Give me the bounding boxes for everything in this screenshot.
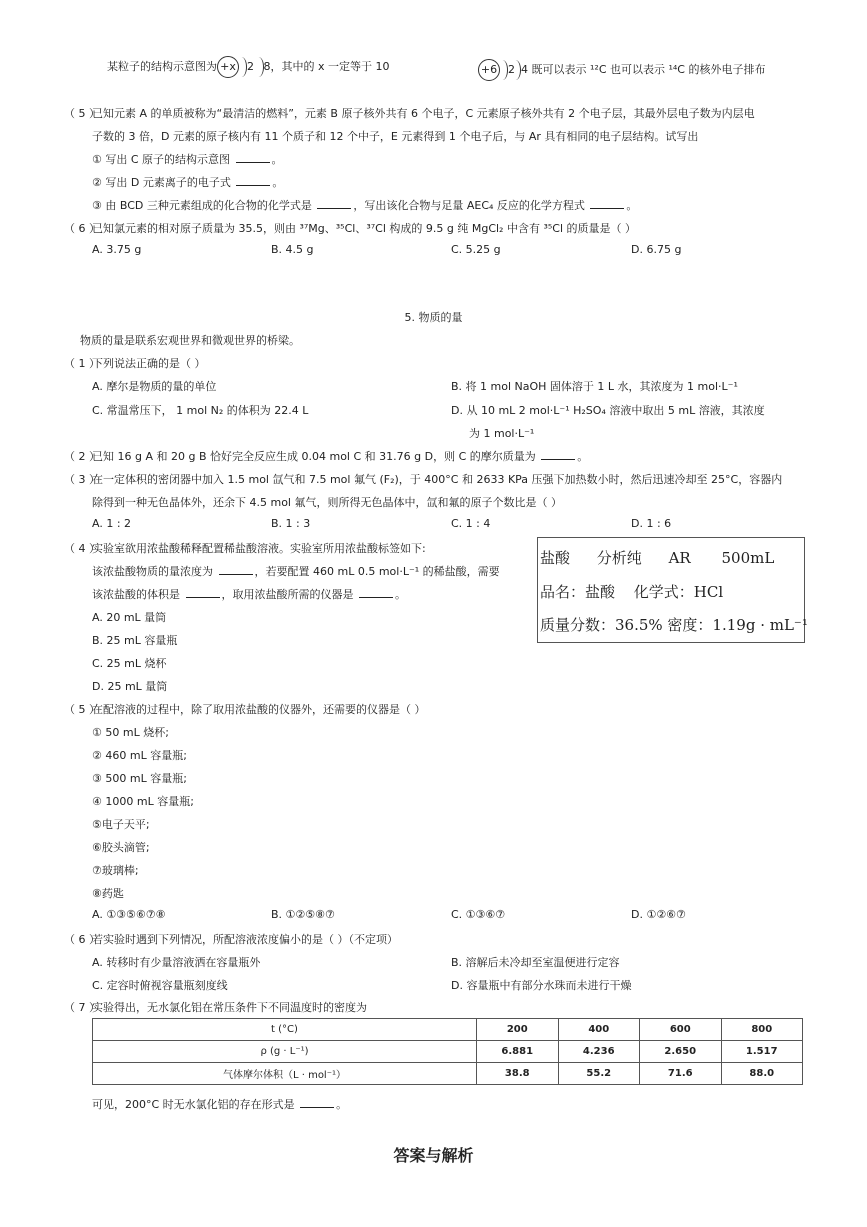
table-cell: 600 xyxy=(640,1019,722,1041)
s4-option-c[interactable]: C. 25 mL 烧杯 xyxy=(92,657,167,670)
shell-arc-icon xyxy=(497,60,508,80)
label-row3: 质量分数：36.5% 密度：1.19g · mL⁻¹ xyxy=(540,616,808,634)
s4-line1: 实验室欲用浓盐酸稀释配置稀盐酸溶液。实验室所用浓盐酸标签如下: xyxy=(92,542,426,555)
s4-line2-b: ，若要配置 460 mL 0.5 mol·L⁻¹ 的稀盐酸，需要 xyxy=(254,565,500,578)
s5-item-8: ⑧药匙 xyxy=(92,887,124,900)
s4-line2 xyxy=(92,563,500,579)
s5-item-4: ④ 1000 mL 容量瓶; xyxy=(92,795,194,808)
statement-suffix: ，其中的 x 一定等于 10 xyxy=(270,60,390,73)
period: 。 xyxy=(272,176,284,189)
period: 。 xyxy=(626,199,638,212)
q6-text: 已知氯元素的相对原子质量为 35.5，则由 ³⁷Mg、³⁵Cl、³⁷Cl 构成的 9.5 g 纯 MgCl₂ 中含有 ³⁵Cl 的质量是（ ） xyxy=(92,222,637,235)
answer-blank[interactable] xyxy=(300,1098,334,1108)
s6-number: （ 6 ） xyxy=(64,933,100,946)
table-cell: 71.6 xyxy=(640,1063,722,1085)
q5-number: （ 5 ） xyxy=(64,107,100,120)
table-row xyxy=(93,1019,803,1041)
s3-option-b[interactable]: B. 1 : 3 xyxy=(271,517,311,530)
q6-option-a[interactable]: A. 3.75 g xyxy=(92,243,142,256)
s4-line3 xyxy=(92,586,406,602)
s5-number: （ 5 ） xyxy=(64,703,100,716)
q5-sub2-text: ② 写出 D 元素离子的电子式 xyxy=(92,176,231,189)
s2-line xyxy=(92,448,588,464)
row-label: ρ (g · L⁻¹) xyxy=(93,1041,477,1063)
section-intro: 物质的量是联系宏观世界和微观世界的桥梁。 xyxy=(80,334,300,347)
s4-number: （ 4 ） xyxy=(64,542,100,555)
s5-option-c[interactable]: C. ①③⑥⑦ xyxy=(451,908,506,921)
table-cell: 4.236 xyxy=(558,1041,640,1063)
s5-option-b[interactable]: B. ①②⑤⑧⑦ xyxy=(271,908,335,921)
q5-line2: 子数的 3 倍，D 元素的原子核内有 11 个质子和 12 个中子，E 元素得到 1 个电子后，与 Ar 具有相同的电子层结构。试写出 xyxy=(92,130,699,143)
row-label: t (°C) xyxy=(93,1019,477,1041)
s1-option-b[interactable]: B. 将 1 mol NaOH 固体溶于 1 L 水，其浓度为 1 mol·L⁻¹ xyxy=(451,380,738,393)
table-cell: 2.650 xyxy=(640,1041,722,1063)
shell-2: 8 xyxy=(263,60,271,73)
period: 。 xyxy=(336,1098,348,1111)
label-name: 盐酸 xyxy=(540,549,571,567)
shell-arc-icon xyxy=(253,57,264,77)
s7-conclusion xyxy=(92,1096,347,1112)
q5-sub3-text-b: ，写出该化合物与足量 AEC₄ 反应的化学方程式 xyxy=(353,199,585,212)
q5-sub2 xyxy=(92,174,283,190)
s4-line3-a: 该浓盐酸的体积是 xyxy=(92,588,180,601)
label-ar: AR xyxy=(668,549,691,567)
q6-option-c[interactable]: C. 5.25 g xyxy=(451,243,501,256)
s3-line2: 除得到一种无色晶体外，还余下 4.5 mol 氟气，则所得无色晶体中，氙和氟的原子个数比是（ ） xyxy=(92,496,562,509)
s2-number: （ 2 ） xyxy=(64,450,100,463)
answer-blank[interactable] xyxy=(236,153,270,163)
s5-item-5: ⑤电子天平; xyxy=(92,818,150,831)
answer-title: 答案与解析 xyxy=(393,1146,474,1165)
s6-option-c[interactable]: C. 定容时俯视容量瓶刻度线 xyxy=(92,979,228,992)
s1-text: 下列说法正确的是（ ） xyxy=(92,357,206,370)
nucleus-c-icon: +6 xyxy=(478,59,500,81)
s7-text: 实验得出，无水氯化铝在常压条件下不同温度时的密度为 xyxy=(92,1001,367,1014)
answer-blank[interactable] xyxy=(541,450,575,460)
period: 。 xyxy=(577,450,589,463)
period: 。 xyxy=(271,153,283,166)
s1-option-c[interactable]: C. 常温常压下， 1 mol N₂ 的体积为 22.4 L xyxy=(92,404,309,417)
shell-arc-icon xyxy=(236,57,247,77)
table-cell: 800 xyxy=(721,1019,803,1041)
s7-conclusion-text: 可见，200°C 时无水氯化铝的存在形式是 xyxy=(92,1098,295,1111)
label-grade: 分析纯 xyxy=(596,549,642,567)
s7-number: （ 7 ） xyxy=(64,1001,100,1014)
section-title: 5. 物质的量 xyxy=(404,311,463,324)
table-cell: 400 xyxy=(558,1019,640,1041)
s4-option-b[interactable]: B. 25 mL 容量瓶 xyxy=(92,634,178,647)
s5-option-d[interactable]: D. ①②⑥⑦ xyxy=(631,908,686,921)
q5-sub3 xyxy=(92,197,637,213)
s5-item-3: ③ 500 mL 容量瓶; xyxy=(92,772,187,785)
answer-blank[interactable] xyxy=(590,199,624,209)
s6-option-d[interactable]: D. 容量瓶中有部分水珠而未进行干燥 xyxy=(451,979,632,992)
table-cell: 1.517 xyxy=(721,1041,803,1063)
s4-option-d[interactable]: D. 25 mL 量筒 xyxy=(92,680,168,693)
acid-label xyxy=(537,537,808,643)
table-cell: 88.0 xyxy=(721,1063,803,1085)
s1-option-d[interactable]: D. 从 10 mL 2 mol·L⁻¹ H₂SO₄ 溶液中取出 5 mL 溶液，其浓度 xyxy=(451,404,765,417)
label-formula: 化学式：HCl xyxy=(633,583,724,601)
s3-line1: 在一定体积的密闭器中加入 1.5 mol 氙气和 7.5 mol 氟气 (F₂)，于 400°C 和 2633 KPa 压强下加热数小时，然后迅速冷却至 25°C，容器内 xyxy=(92,473,783,486)
s6-option-a[interactable]: A. 转移时有少量溶液洒在容量瓶外 xyxy=(92,956,261,969)
s4-line2-a: 该浓盐酸物质的量浓度为 xyxy=(92,565,213,578)
s5-item-6: ⑥胶头滴管; xyxy=(92,841,150,854)
statement-prefix: 某粒子的结构示意图为 xyxy=(107,60,217,73)
left-structure-statement xyxy=(107,56,390,78)
s1-number: （ 1 ） xyxy=(64,357,100,370)
s3-option-a[interactable]: A. 1 : 2 xyxy=(92,517,132,530)
q6-option-d[interactable]: D. 6.75 g xyxy=(631,243,682,256)
answer-blank[interactable] xyxy=(186,588,220,598)
table-cell: 6.881 xyxy=(477,1041,559,1063)
s4-line3-b: ，取用浓盐酸所需的仪器是 xyxy=(221,588,354,601)
s4-option-a[interactable]: A. 20 mL 量筒 xyxy=(92,611,167,624)
s1-option-d-cont: 为 1 mol·L⁻¹ xyxy=(469,427,535,440)
s5-item-7: ⑦玻璃棒; xyxy=(92,864,139,877)
table-cell: 200 xyxy=(477,1019,559,1041)
s1-option-a[interactable]: A. 摩尔是物质的量的单位 xyxy=(92,380,217,393)
answer-blank[interactable] xyxy=(236,176,270,186)
row-label: 气体摩尔体积（L · mol⁻¹） xyxy=(93,1063,477,1085)
s3-option-d[interactable]: D. 1 : 6 xyxy=(631,517,672,530)
q5-sub3-text-a: ③ 由 BCD 三种元素组成的化合物的化学式是 xyxy=(92,199,312,212)
nucleus-x-icon: +x xyxy=(217,56,239,78)
s3-number: （ 3 ） xyxy=(64,473,100,486)
q5-sub1 xyxy=(92,151,283,167)
s5-item-2: ② 460 mL 容量瓶; xyxy=(92,749,187,762)
s6-option-b[interactable]: B. 溶解后未冷却至室温便进行定容 xyxy=(451,956,620,969)
s6-text: 若实验时遇到下列情况，所配溶液浓度偏小的是（ ）（不定项） xyxy=(92,933,398,946)
answer-blank[interactable] xyxy=(317,199,351,209)
table-row xyxy=(93,1063,803,1085)
label-volume: 500mL xyxy=(721,549,775,567)
answer-blank[interactable] xyxy=(219,565,253,575)
label-row2 xyxy=(540,581,723,602)
period: 。 xyxy=(395,588,406,601)
q6-option-b[interactable]: B. 4.5 g xyxy=(271,243,314,256)
density-table xyxy=(92,1018,803,1085)
s5-option-a[interactable]: A. ①③⑤⑥⑦⑧ xyxy=(92,908,166,921)
answer-blank[interactable] xyxy=(359,588,393,598)
s2-text: 已知 16 g A 和 20 g B 恰好完全反应生成 0.04 mol C 和 31.76 g D，则 C 的摩尔质量为 xyxy=(92,450,536,463)
right-structure-statement xyxy=(478,59,766,81)
s3-option-c[interactable]: C. 1 : 4 xyxy=(451,517,491,530)
s5-item-1: ① 50 mL 烧杯; xyxy=(92,726,169,739)
label-row1 xyxy=(540,547,774,568)
table-cell: 55.2 xyxy=(558,1063,640,1085)
table-cell: 38.8 xyxy=(477,1063,559,1085)
statement-text: 既可以表示 ¹²C 也可以表示 ¹⁴C 的核外电子排布 xyxy=(531,63,766,76)
q5-line1: 已知元素 A 的单质被称为“最清洁的燃料”，元素 B 原子核外共有 6 个电子，C 元素原子核外共有 2 个电子层，其最外层电子数为内层电 xyxy=(92,107,755,120)
q6-number: （ 6 ） xyxy=(64,222,100,235)
s5-text: 在配溶液的过程中，除了取用浓盐酸的仪器外，还需要的仪器是（ ） xyxy=(92,703,426,716)
shell-1: 2 xyxy=(508,63,515,76)
shell-2: 4 xyxy=(521,63,528,76)
q5-sub1-text: ① 写出 C 原子的结构示意图 xyxy=(92,153,231,166)
table-row xyxy=(93,1041,803,1063)
label-product: 品名：盐酸 xyxy=(540,583,616,601)
shell-arc-icon xyxy=(510,60,521,80)
shell-1: 2 xyxy=(247,60,254,73)
